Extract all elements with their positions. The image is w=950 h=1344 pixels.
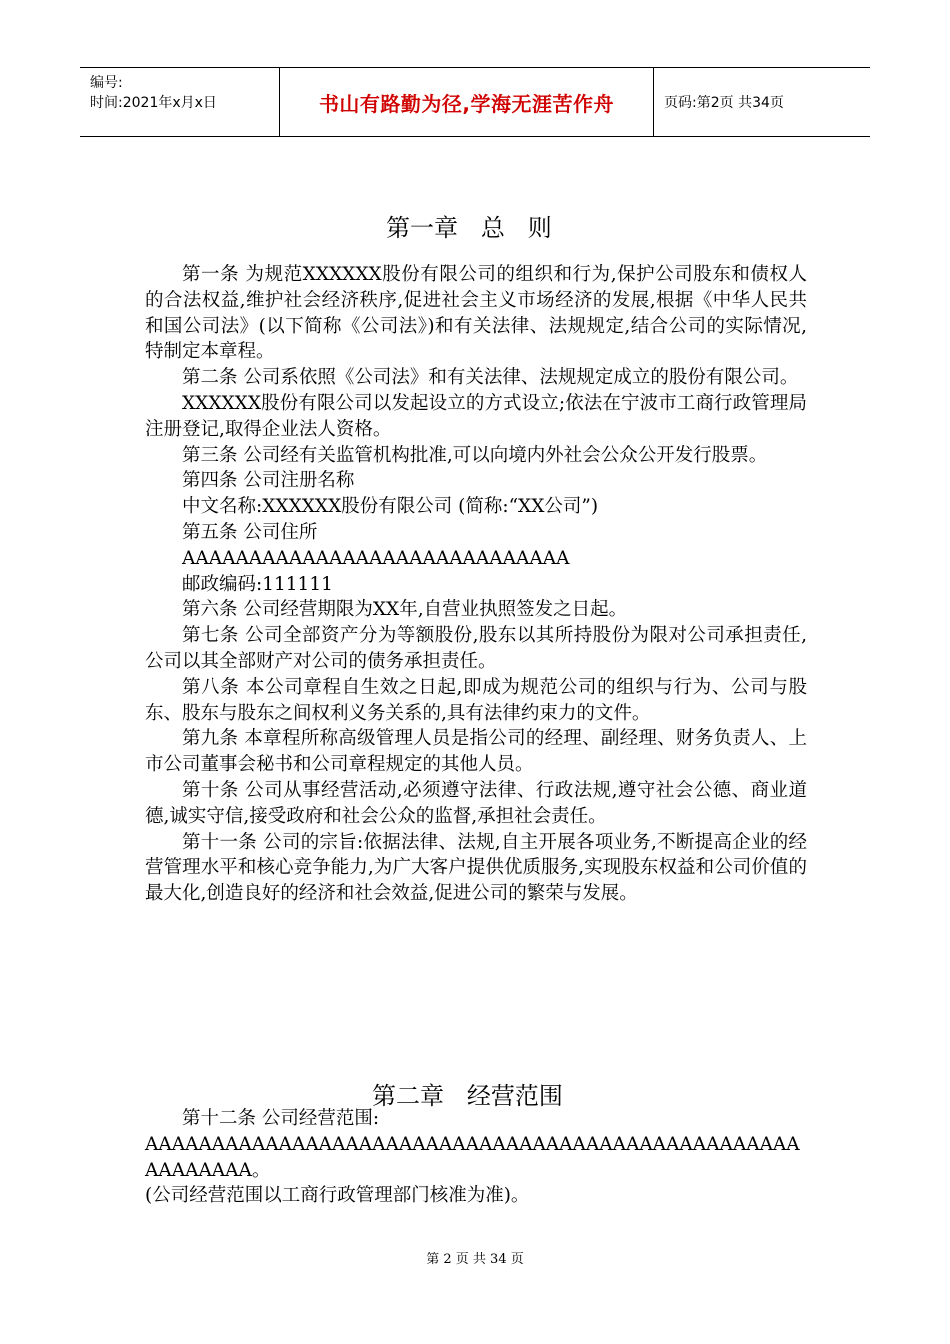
document-date-label: 时间:2021年x月x日 bbox=[90, 95, 217, 111]
document-number-label: 编号: bbox=[90, 75, 123, 91]
page-footer: 第 2 页 共 34 页 bbox=[426, 1252, 524, 1267]
article-5: 第五条 公司住所 bbox=[182, 521, 318, 543]
article-1: 第一条 为规范XXXXXX股份有限公司的组织和行为,保护公司股东和债权人的合法权益,维护社会经济秩序,促进社会主义市场经济的发展,根据《中华人民共和国公司法》(以下简称《公司法》)和有关法律、法规规定,结合公司的实际情况,特制定本章程。 bbox=[145, 264, 807, 363]
article-4: 第四条 公司注册名称 bbox=[182, 470, 355, 492]
chapter-1-title: 第一章 总 则 bbox=[386, 214, 552, 242]
chapter-1-body bbox=[145, 262, 807, 907]
incorporation-paragraph: XXXXXX股份有限公司以发起设立的方式设立;依法在宁波市工商行政管理局注册登记,取得企业法人资格。 bbox=[145, 392, 807, 440]
article-3: 第三条 公司经有关监管机构批准,可以向境内外社会公众公开发行股票。 bbox=[182, 444, 768, 466]
page-info-label: 页码:第2页 共34页 bbox=[664, 95, 784, 111]
article-7: 第七条 公司全部资产分为等额股份,股东以其所持股份为限对公司承担责任,公司以其全部财产对公司的债务承担责任。 bbox=[145, 625, 807, 672]
article-10: 第十条 公司从事经营活动,必须遵守法律、行政法规,遵守社会公德、商业道德,诚实守信,接受政府和社会公众的监督,承担社会责任。 bbox=[145, 779, 807, 827]
postal-code-line: 邮政编码:111111 bbox=[182, 573, 333, 595]
business-scope-line: AAAAAAAAAAAAAAAAAAAAAAAAAAAAAAAAAAAAAAAAAAAAAAAAAAAAAAAAA。 bbox=[145, 1133, 800, 1181]
header-table bbox=[80, 67, 870, 137]
header-motto-cell bbox=[280, 68, 654, 136]
header-info-cell bbox=[80, 68, 280, 136]
article-11: 第十一条 公司的宗旨:依据法律、法规,自主开展各项业务,不断提高企业的经营管理水平和核心竞争能力,为广大客户提供优质服务,实现股东权益和公司价值的最大化,创造良好的经济和社会效益,促进公司的繁荣与发展。 bbox=[145, 831, 807, 905]
address-line: AAAAAAAAAAAAAAAAAAAAAAAAAAAAA bbox=[182, 547, 570, 569]
business-scope-note: (公司经营范围以工商行政管理部门核准为准)。 bbox=[145, 1185, 530, 1207]
article-12: 第十二条 公司经营范围: bbox=[182, 1108, 380, 1129]
article-9: 第九条 本章程所称高级管理人员是指公司的经理、副经理、财务负责人、上市公司董事会秘书和公司章程规定的其他人员。 bbox=[145, 728, 807, 776]
chapter-2-body bbox=[145, 1106, 807, 1209]
article-8: 第八条 本公司章程自生效之日起,即成为规范公司的组织与行为、公司与股东、股东与股东之间权利义务关系的,具有法律约束力的文件。 bbox=[145, 676, 807, 724]
chinese-name-line: 中文名称:XXXXXX股份有限公司 (简称:“XX公司”) bbox=[182, 496, 599, 518]
motto-text: 书山有路勤为径,学海无涯苦作舟 bbox=[318, 91, 615, 116]
header-page-cell bbox=[654, 68, 870, 136]
chapter-2-title: 第二章 经营范围 bbox=[372, 1082, 563, 1110]
article-6: 第六条 公司经营期限为XX年,自营业执照签发之日起。 bbox=[182, 599, 628, 621]
article-2: 第二条 公司系依照《公司法》和有关法律、法规规定成立的股份有限公司。 bbox=[182, 367, 799, 389]
